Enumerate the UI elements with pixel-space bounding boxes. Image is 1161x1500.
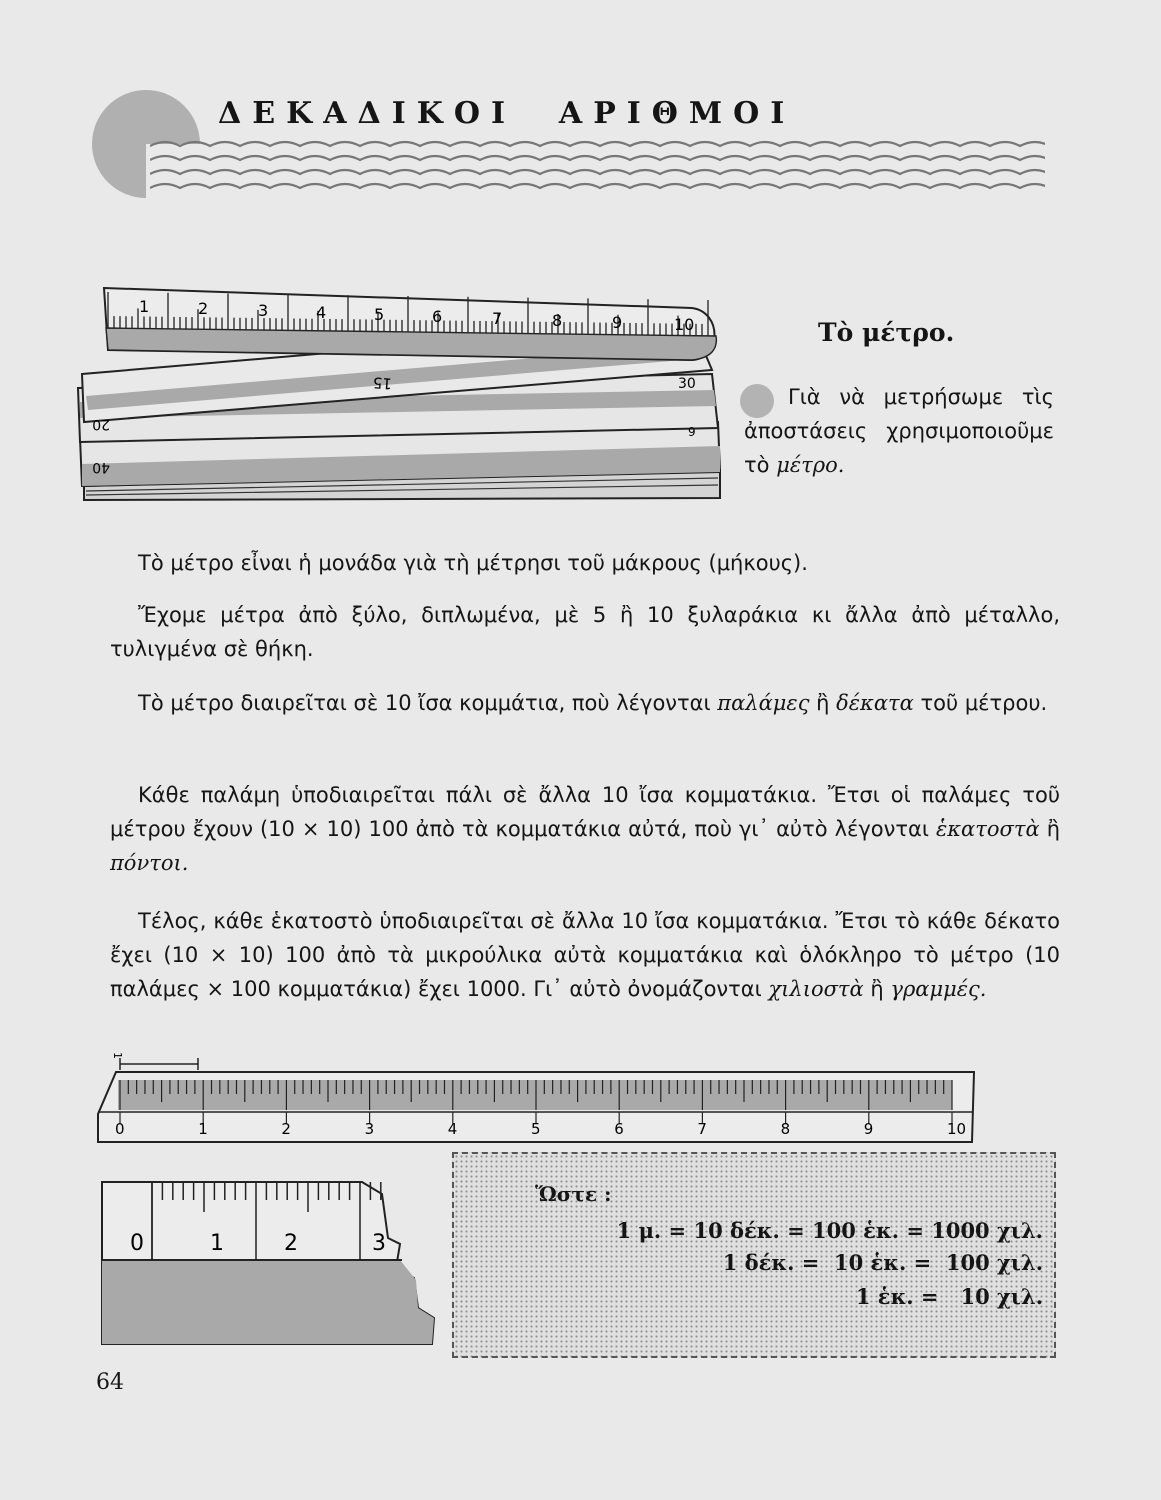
header-wave-line <box>150 142 1045 146</box>
folding-rule-label-8: 8 <box>552 311 563 330</box>
term-ekatosta: ἑκατοστὰ <box>936 817 1040 841</box>
paragraph-2-text: Ἔχομε μέτρα ἀπὸ ξύλο, διπλωμένα, μὲ 5 ἢ 10 ξυλαράκια κι ἄλλα ἀπὸ μέταλλο, τυλιγμένα σὲ θήκη. <box>110 603 1060 661</box>
summary-line-3: 1 ἑκ. = 10 χιλ. <box>855 1284 1043 1309</box>
straight-ruler-label-7: 7 <box>697 1120 707 1138</box>
zoom-ruler-label-1: 1 <box>210 1231 224 1256</box>
paragraph-definition <box>110 546 1060 580</box>
folding-rule-label-6: 6 <box>432 307 443 326</box>
term-pontoi: πόντοι. <box>110 851 189 875</box>
header-wave-ornament <box>150 132 1045 202</box>
paragraph-4-text-b: ἢ <box>1046 817 1060 841</box>
straight-ruler-label-8: 8 <box>780 1120 791 1138</box>
paragraph-types <box>110 598 1060 666</box>
paragraph-centimeters <box>110 778 1060 880</box>
header-wave-line <box>150 184 1045 188</box>
folding-rule-label-1: 1 <box>139 297 150 316</box>
folding-rule-slat-top <box>104 288 716 360</box>
header-wave-line <box>150 170 1045 174</box>
zoom-ruler-label-2: 2 <box>284 1231 298 1256</box>
page-title: ΔΕΚΑΔΙΚΟΙ ΑΡΙΘΜΟΙ <box>218 96 796 131</box>
folding-rule-label-4: 4 <box>316 303 327 322</box>
folding-rule-label-30: 30 <box>678 376 696 392</box>
folding-rule-label-10: 10 <box>674 315 695 334</box>
sidebar-text <box>744 380 1054 482</box>
zoom-ruler-label-0: 0 <box>130 1231 144 1256</box>
sidebar-body: Γιὰ νὰ μετρήσωμε τὶς ἀποστάσεις χρησιμοποιοῦμε τὸ <box>744 385 1054 477</box>
header-wave-line <box>150 156 1045 160</box>
straight-ruler-figure <box>94 1050 984 1150</box>
summary-line-2: 1 δέκ. = 10 ἑκ. = 100 χιλ. <box>722 1250 1043 1275</box>
section-title: Τὸ μέτρο. <box>818 318 955 347</box>
folding-rule-label-15: 15 <box>372 373 393 393</box>
paragraph-4-text-a: Κάθε παλάμη ὑποδιαιρεῖται πάλι σὲ ἄλλα 10 ἴσα κομματάκια. Ἔτσι οἱ παλάμες τοῦ μέτρου ἔχουν (10 × 10) 100 ἀπὸ τὰ κομματάκια αὐτά, ποὺ γι᾽ αὐτὸ λέγονται <box>110 783 1060 841</box>
paragraph-decimeters <box>110 686 1060 720</box>
straight-ruler-label-0: 0 <box>115 1120 125 1138</box>
folding-rule-label-9: 9 <box>612 313 623 332</box>
term-dekata: δέκατα <box>836 691 914 715</box>
straight-ruler-label-6: 6 <box>614 1120 624 1138</box>
paragraph-3-text-c: τοῦ μέτρου. <box>920 691 1048 715</box>
page-number: 64 <box>96 1370 124 1395</box>
straight-ruler-label-5: 5 <box>531 1120 541 1138</box>
folding-rule-label-20: 20 <box>92 416 110 432</box>
paragraph-millimeters <box>110 904 1060 1006</box>
paragraph-3-text-b: ἢ <box>816 691 830 715</box>
paragraph-3-text-a: Τὸ μέτρο διαιρεῖται σὲ 10 ἴσα κομμάτια, ποὺ λέγονται <box>138 691 711 715</box>
zoom-ruler-label-3: 3 <box>372 1231 386 1256</box>
straight-ruler-label-4: 4 <box>447 1120 458 1138</box>
straight-ruler-label-2: 2 <box>281 1120 291 1138</box>
straight-ruler-label-1: 1 <box>198 1120 208 1138</box>
summary-heading: Ὥστε : <box>535 1182 612 1206</box>
paragraph-1-text: Τὸ μέτρο εἶναι ἡ μονάδα γιὰ τὴ μέτρησι τοῦ μάκρους (μήκους). <box>138 551 808 575</box>
straight-ruler-label-3: 3 <box>364 1120 375 1138</box>
term-grammes: γραμμές. <box>890 977 987 1001</box>
zoom-ruler-figure <box>100 1178 450 1348</box>
term-palames: παλάμες <box>717 691 810 715</box>
sidebar-term: μέτρο. <box>776 453 845 477</box>
folding-rule-label-40: 40 <box>92 459 110 475</box>
folding-rule-label-3: 3 <box>258 301 269 320</box>
term-chiliosta: χιλιοστὰ <box>768 977 864 1001</box>
summary-line-1: 1 μ. = 10 δέκ. = 100 ἑκ. = 1000 χιλ. <box>616 1218 1043 1243</box>
folding-rule-label-2: 2 <box>198 299 209 318</box>
paragraph-5-text-b: ἢ <box>870 977 884 1001</box>
folding-rule-label-9b: 9 <box>688 425 696 439</box>
folding-rule-label-5: 5 <box>374 305 385 324</box>
straight-ruler-label-10: 10 <box>947 1120 967 1138</box>
folding-rule-figure <box>72 278 732 510</box>
straight-ruler-label-9: 9 <box>863 1120 874 1138</box>
straight-ruler-marker: 1 <box>111 1052 124 1059</box>
folding-rule-label-7: 7 <box>492 309 503 328</box>
paragraph-5-text-a: Τέλος, κάθε ἑκατοστὸ ὑποδιαιρεῖται σὲ ἄλλα 10 ἴσα κομματάκια. Ἔτσι τὸ κάθε δέκατο ἔχει (10 × 10) 100 ἀπὸ τὰ μικρούλικα αὐτὰ κομματάκια καὶ ὁλόκληρο τὸ μέτρο (10 παλάμες × 100 κομματάκια) ἔχει 1000. Γι᾽ αὐτὸ ὀνομάζονται <box>110 909 1060 1001</box>
